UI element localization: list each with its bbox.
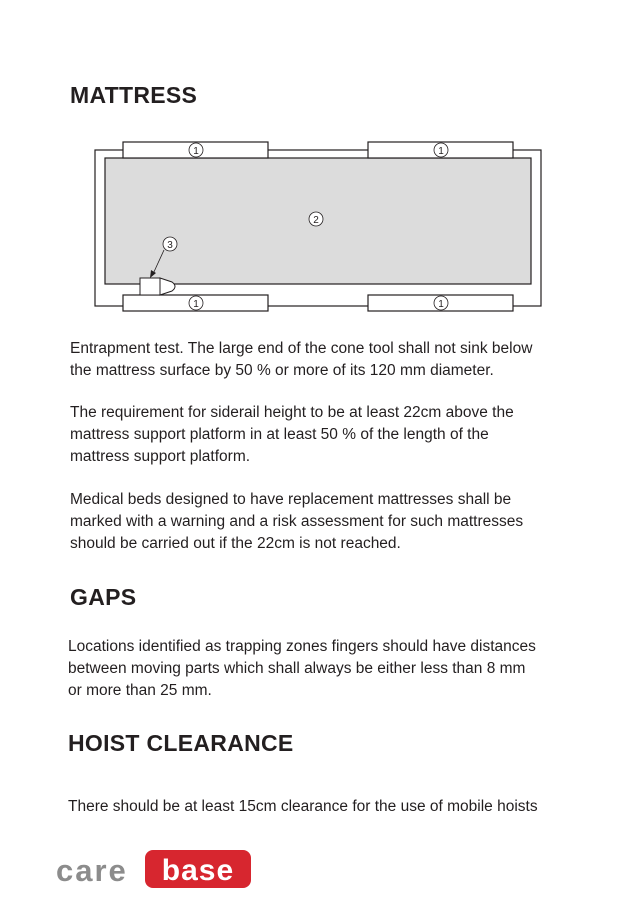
text-line: There should be at least 15cm clearance for the use of mobile hoists — [68, 798, 538, 815]
text-line: mattress support platform in at least 50 % of the length of the — [70, 426, 489, 443]
text-line: Locations identified as trapping zones fingers should have distances — [68, 638, 536, 655]
text-line: Medical beds designed to have replacement mattresses shall be — [70, 491, 512, 508]
callout-3-cone — [163, 237, 177, 251]
text-line: or more than 25 mm. — [68, 682, 212, 699]
callout-label: 3 — [167, 240, 173, 251]
callout-label: 2 — [313, 215, 319, 226]
mattress-heading: MATTRESS — [70, 82, 198, 108]
callout-1-bottom-right — [434, 296, 448, 310]
logo-base-text: base — [161, 854, 235, 887]
text-line: marked with a warning and a risk assessment for such mattresses — [70, 513, 524, 530]
callout-label: 1 — [438, 299, 444, 310]
text-line: between moving parts which shall always be either less than 8 mm — [68, 660, 526, 677]
replacement-mattress-paragraph — [70, 489, 630, 555]
callout-label: 1 — [193, 299, 199, 310]
text-line: should be carried out if the 22cm is not reached. — [70, 535, 401, 552]
text-line: mattress support platform. — [70, 448, 251, 465]
siderail-height-paragraph — [70, 402, 630, 468]
mattress-entrapment-diagram — [90, 136, 546, 320]
callout-label: 1 — [438, 146, 444, 157]
text-line: the mattress surface by 50 % or more of its 120 mm diameter. — [70, 362, 494, 379]
text-line: The requirement for siderail height to be at least 22cm above the — [70, 404, 514, 421]
callout-1-top-left — [189, 143, 203, 157]
hoist-paragraph — [68, 796, 638, 818]
callout-2-mattress — [309, 212, 323, 226]
gaps-heading: GAPS — [70, 584, 137, 610]
gaps-paragraph — [68, 636, 638, 702]
entrapment-paragraph — [70, 338, 630, 382]
text-line: Entrapment test. The large end of the cone tool shall not sink below — [70, 340, 533, 357]
callout-1-top-right — [434, 143, 448, 157]
callout-1-bottom-left — [189, 296, 203, 310]
logo-care-text: care — [56, 853, 128, 888]
hoist-clearance-heading: HOIST CLEARANCE — [68, 730, 294, 756]
callout-label: 1 — [193, 146, 199, 157]
carebase-logo — [56, 848, 256, 890]
